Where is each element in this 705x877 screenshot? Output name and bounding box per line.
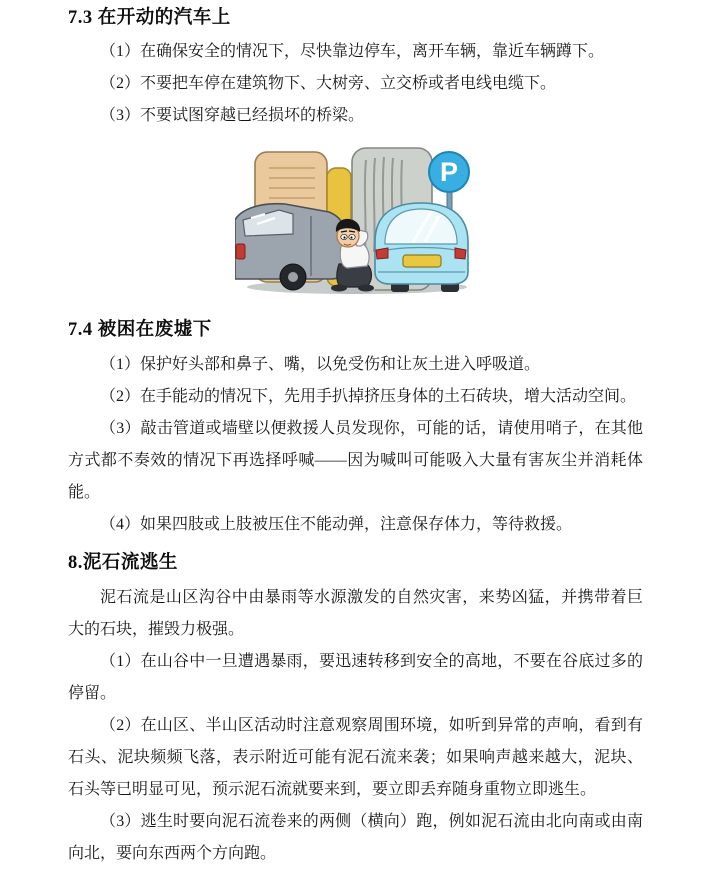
list-item: （3）逃生时要向泥石流卷来的两侧（横向）跑，例如泥石流由北向南或由南向北，要向东西两个方向跑。 [68,813,643,862]
list-item: （1）在确保安全的情况下，尽快靠边停车，离开车辆，靠近车辆蹲下。 [100,43,605,60]
list-item: （3）不要试图穿越已经损坏的桥梁。 [100,107,365,124]
list-item: （2）在手能动的情况下，先用手扒掉挤压身体的土石砖块，增大活动空间。 [100,388,637,405]
section-heading-8: 8.泥石流逃生 [68,553,178,573]
gray-car-icon [235,204,345,290]
list-item: （2）在山区、半山区活动时注意观察周围环境，如听到异常的声响，看到有石头、泥块频频飞落，表示附近可能有泥石流来袭；如果响声越来越大，泥块、石头等已明显可见，预示泥石流就要来到，要立即丢弃随身重物立即逃生。 [68,717,643,798]
list-item: （1）在山谷中一旦遭遇暴雨，要迅速转移到安全的高地，不要在谷底过多的停留。 [68,653,643,702]
list-item: （2）不要把车停在建筑物下、大树旁、立交桥或者电线电缆下。 [100,75,557,92]
section-in-moving-car [68,6,643,132]
parked-cars-cartoon [235,146,477,296]
list-item: （3）敲击管道或墙壁以便救援人员发现你，可能的话，请使用哨子，在其他方式都不奏效的情况下再选择呼喊——因为喊叫可能吸入大量有害灰尘并消耗体能。 [68,420,643,501]
section-mudslide-escape [68,551,643,870]
section-trapped-under-rubble [68,318,643,541]
cyan-car-icon [375,203,468,292]
list-item: （1）保护好头部和鼻子、嘴，以免受伤和让灰土进入呼吸道。 [100,356,541,373]
parking-sign-letter: P [439,157,458,187]
section-intro: 泥石流是山区沟谷中由暴雨等水源激发的自然灾害，来势凶猛，并携带着巨大的石块，摧毁力极强。 [68,589,643,638]
section-heading-7-4: 7.4 被困在废墟下 [68,320,212,340]
parking-sign-icon [429,152,469,192]
illustration-parked-cars [68,146,643,296]
section-heading-7-3: 7.3 在开动的汽车上 [68,8,231,28]
list-item: （4）如果四肢或上肢被压住不能动弹，注意保存体力，等待救援。 [100,516,573,533]
